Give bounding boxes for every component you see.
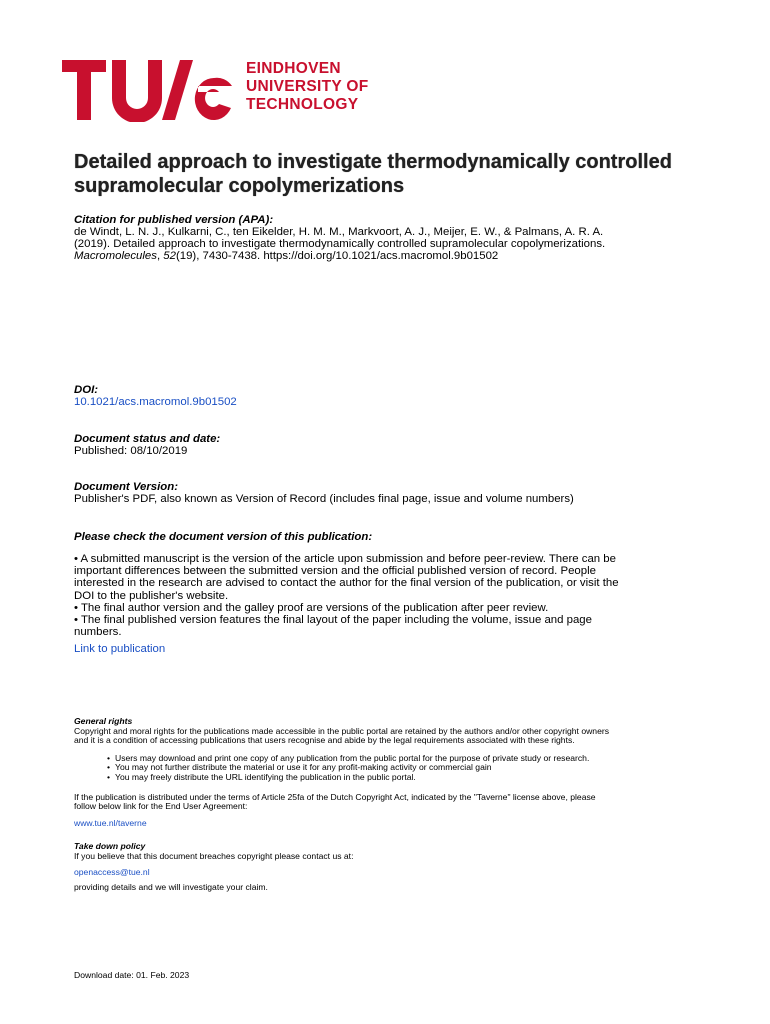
takedown-after: providing details and we will investigate your claim. bbox=[74, 881, 268, 892]
doi-section bbox=[74, 384, 714, 408]
rights-bullets bbox=[107, 754, 714, 783]
check-text-line: • A submitted manuscript is the version of the article upon submission and before peer-review. There can be bbox=[74, 553, 616, 565]
tue-logo-icon bbox=[62, 60, 232, 122]
check-section bbox=[74, 531, 714, 656]
list-item: • Users may download and print one copy of any publication from the public portal for the purpose of private study or research. bbox=[107, 754, 714, 764]
citation-label: Citation for published version (APA): bbox=[74, 214, 274, 226]
university-name bbox=[246, 60, 368, 114]
doi-link[interactable]: 10.1021/acs.macromol.9b01502 bbox=[74, 396, 237, 408]
status-label: Document status and date: bbox=[74, 433, 221, 445]
check-label: Please check the document version of this publication: bbox=[74, 531, 373, 543]
taverne-link[interactable]: www.tue.nl/taverne bbox=[74, 817, 147, 828]
citation-sep: , bbox=[156, 250, 164, 263]
title-line: Detailed approach to investigate thermodynamically controlled bbox=[74, 151, 672, 173]
document-title bbox=[74, 150, 734, 198]
taverne-text-line: If the publication is distributed under the terms of Article 25fa of the Dutch Copyright Act, indicated by the "Taverne" license above, please bbox=[74, 791, 596, 802]
version-label: Document Version: bbox=[74, 481, 179, 493]
publication-link[interactable]: Link to publication bbox=[74, 643, 166, 656]
logo-line: TECHNOLOGY bbox=[246, 96, 359, 113]
check-text-line: • The final published version features the final layout of the paper including the volume, issue and page bbox=[74, 614, 592, 627]
check-text-line: interested in the research are advised to contact the author for the final version of the publication, or visit the bbox=[74, 577, 619, 590]
contact-email-link[interactable]: openaccess@tue.nl bbox=[74, 867, 150, 878]
check-text-line: DOI to the publisher's website. bbox=[74, 589, 229, 602]
list-item: • You may not further distribute the material or use it for any profit-making activity or commercial gain bbox=[107, 763, 714, 773]
status-value: Published: 08/10/2019 bbox=[74, 445, 188, 457]
tue-logo bbox=[62, 60, 368, 122]
citation-rest: (19), 7430-7438. https://doi.org/10.1021/acs.macromol.9b01502 bbox=[175, 250, 499, 263]
taverne-text-line: follow below link for the End User Agreement: bbox=[74, 801, 248, 812]
doi-label: DOI: bbox=[74, 384, 99, 396]
takedown-section bbox=[74, 842, 714, 892]
citation-line: (2019). Detailed approach to investigate thermodynamically controlled supramolecular copolymerizations. bbox=[74, 238, 606, 251]
check-text-line: • The final author version and the galley proof are versions of the publication after peer review. bbox=[74, 601, 549, 614]
citation-line bbox=[74, 250, 714, 262]
citation-line: de Windt, L. N. J., Kulkarni, C., ten Eikelder, H. M. M., Markvoort, A. J., Meijer, E. W., & Palmans, A. R. A. bbox=[74, 226, 604, 238]
logo-line: UNIVERSITY OF bbox=[246, 78, 369, 95]
check-text-line: important differences between the submitted version and the official published version of record. People bbox=[74, 565, 596, 578]
title-line: supramolecular copolymerizations bbox=[74, 175, 405, 197]
rights-section bbox=[74, 717, 714, 828]
rights-label: General rights bbox=[74, 716, 133, 726]
takedown-text: If you believe that this document breaches copyright please contact us at: bbox=[74, 850, 354, 861]
status-section bbox=[74, 433, 714, 457]
check-text-line: numbers. bbox=[74, 626, 122, 639]
version-value: Publisher's PDF, also known as Version of Record (includes final page, issue and volume numbers) bbox=[74, 493, 574, 505]
takedown-label: Take down policy bbox=[74, 841, 146, 851]
rights-text-line: and it is a condition of accessing publications that users recognise and abide by the legal requirements associated with these rights. bbox=[74, 735, 575, 746]
citation-journal: Macromolecules bbox=[74, 250, 157, 263]
version-section bbox=[74, 481, 714, 505]
download-date: Download date: 01. Feb. 2023 bbox=[74, 970, 190, 980]
citation-volume: 52 bbox=[163, 250, 176, 263]
logo-line: EINDHOVEN bbox=[246, 60, 341, 77]
rights-text-line: Copyright and moral rights for the publications made accessible in the public portal are retained by the authors and/or other copyright owners bbox=[74, 725, 610, 736]
list-item: • You may freely distribute the URL identifying the publication in the public portal. bbox=[107, 773, 714, 783]
citation-section bbox=[74, 214, 714, 263]
